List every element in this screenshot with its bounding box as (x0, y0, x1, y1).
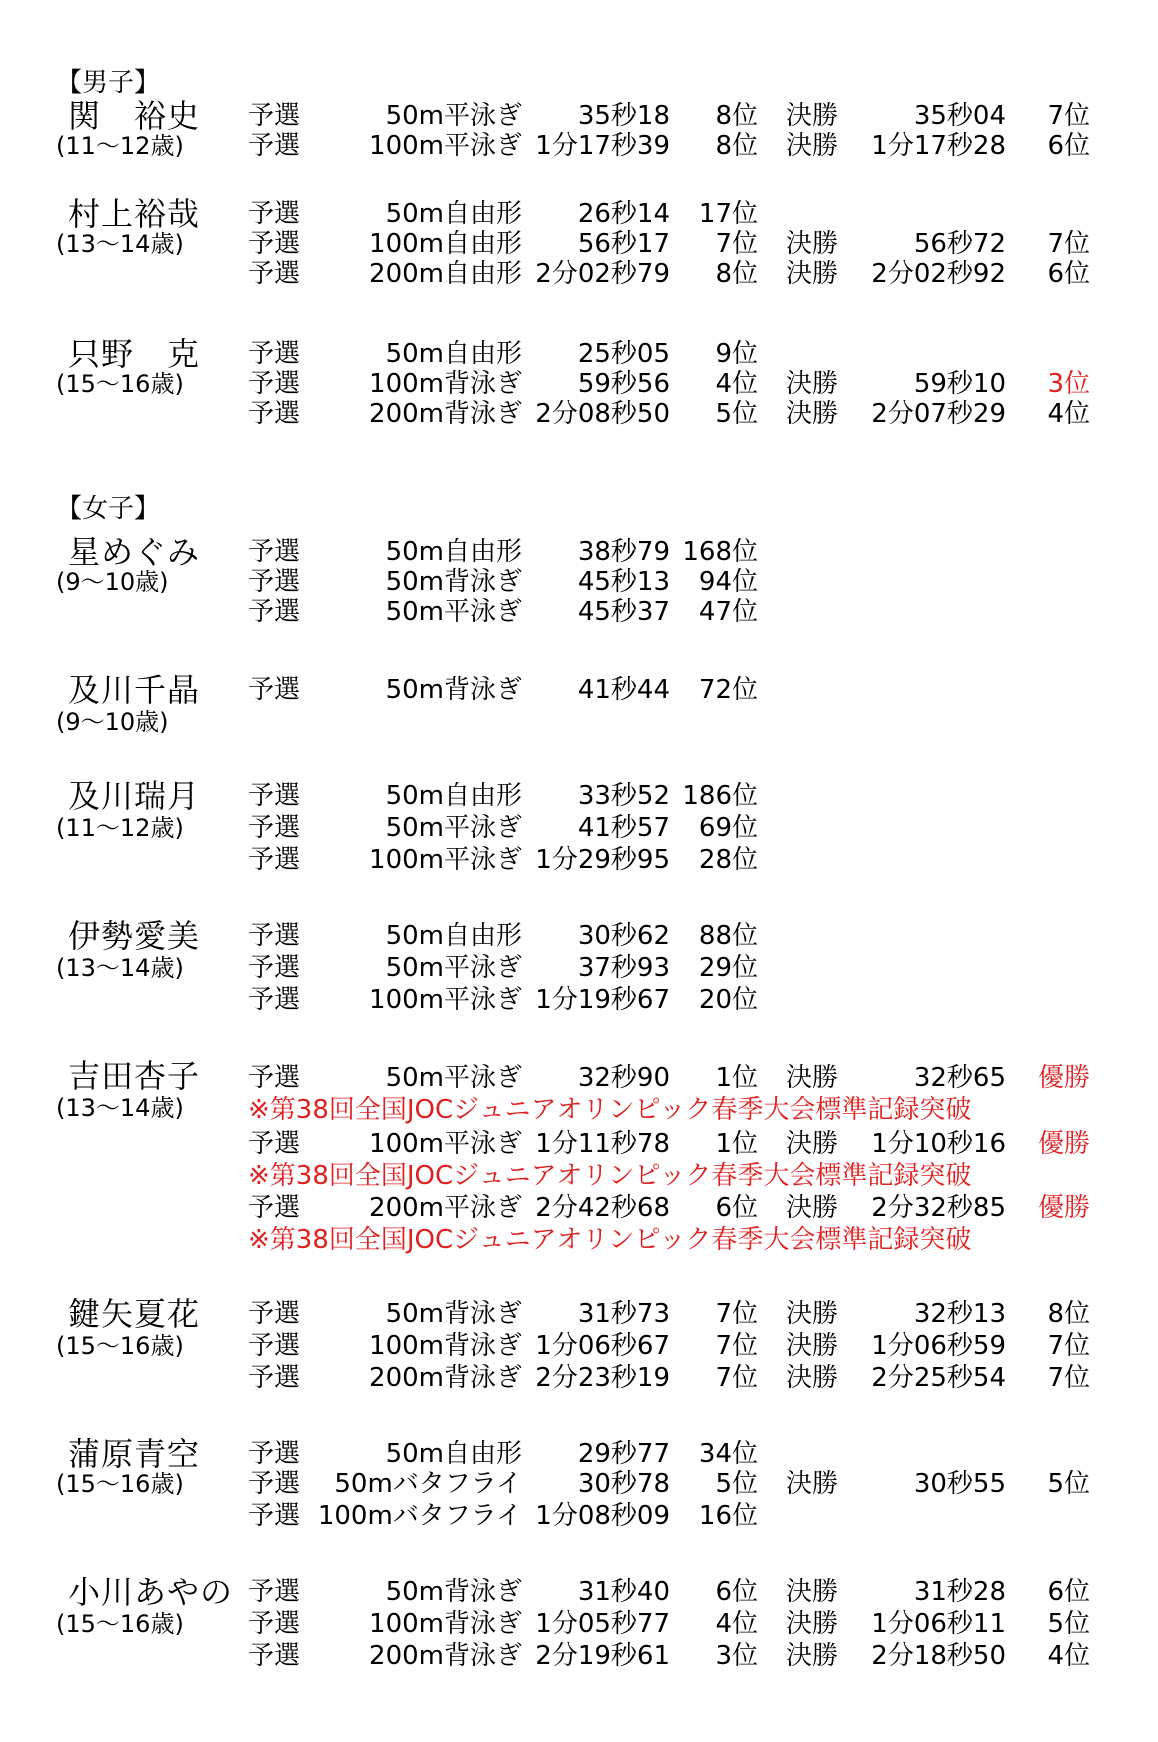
swimmer-name: 蒲原青空 (68, 1435, 201, 1473)
heat-rank: 7位 (715, 229, 758, 259)
event-label: 50m自由形 (385, 781, 522, 811)
heat-time: 56秒17 (577, 229, 670, 259)
swimmer-age: (9～10歳) (56, 568, 169, 596)
swimmer-age: (15～16歳) (56, 1610, 184, 1638)
record-note: ※第38回全国JOCジュニアオリンピック春季大会標準記録突破 (248, 1095, 972, 1125)
stage-label: 予選 (248, 339, 301, 369)
heat-time: 31秒40 (577, 1577, 670, 1607)
event-label: 100m背泳ぎ (369, 1331, 522, 1361)
final-time: 32秒13 (913, 1299, 1006, 1329)
heat-rank: 17位 (698, 199, 758, 229)
event-label: 50m平泳ぎ (385, 101, 522, 131)
event-label: 50m自由形 (385, 537, 522, 567)
heat-rank: 7位 (715, 1299, 758, 1329)
final-time: 2分07秒29 (871, 399, 1006, 429)
event-label: 50mバタフライ (334, 1469, 522, 1499)
heat-rank: 186位 (682, 781, 758, 811)
final-rank: 3位 (1047, 369, 1090, 399)
stage-label: 予選 (248, 131, 301, 161)
event-label: 100m平泳ぎ (369, 845, 522, 875)
final-rank: 4位 (1047, 1641, 1090, 1671)
heat-time: 38秒79 (577, 537, 670, 567)
final-stage-label: 決勝 (786, 229, 839, 259)
heat-time: 2分23秒19 (535, 1363, 670, 1393)
heat-time: 41秒44 (577, 675, 670, 705)
final-rank: 7位 (1047, 101, 1090, 131)
final-time: 1分17秒28 (871, 131, 1006, 161)
swimmer-name: 鍵矢夏花 (68, 1295, 201, 1333)
result-row (0, 952, 1158, 984)
final-time: 35秒04 (913, 101, 1006, 131)
event-label: 50m自由形 (385, 199, 522, 229)
swimmer-name: 小川あやの (68, 1573, 234, 1611)
result-row (0, 258, 1158, 290)
event-label: 200m背泳ぎ (369, 1641, 522, 1671)
final-time: 2分32秒85 (871, 1193, 1006, 1223)
stage-label: 予選 (248, 101, 301, 131)
result-row (0, 1468, 1158, 1500)
final-rank: 優勝 (1037, 1063, 1090, 1093)
event-label: 100m背泳ぎ (369, 369, 522, 399)
event-label: 100mバタフライ (317, 1501, 522, 1531)
result-row (0, 195, 1158, 233)
event-label: 50m自由形 (385, 921, 522, 951)
swimmer-age: (15～16歳) (56, 1470, 184, 1498)
event-label: 50m平泳ぎ (385, 953, 522, 983)
heat-rank: 8位 (715, 131, 758, 161)
heat-rank: 29位 (698, 953, 758, 983)
stage-label: 予選 (248, 1193, 301, 1223)
swimmer-name: 伊勢愛美 (68, 917, 201, 955)
result-row (0, 228, 1158, 260)
final-rank: 5位 (1047, 1469, 1090, 1499)
event-label: 100m平泳ぎ (369, 985, 522, 1015)
event-label: 200m背泳ぎ (369, 399, 522, 429)
final-stage-label: 決勝 (786, 1609, 839, 1639)
heat-time: 2分08秒50 (535, 399, 670, 429)
result-row (0, 812, 1158, 844)
stage-label: 予選 (248, 953, 301, 983)
final-stage-label: 決勝 (786, 131, 839, 161)
swimmer-age: (9～10歳) (56, 708, 169, 736)
final-time: 32秒65 (913, 1063, 1006, 1093)
heat-time: 1分06秒67 (535, 1331, 670, 1361)
heat-rank: 7位 (715, 1363, 758, 1393)
result-row (0, 368, 1158, 400)
heat-time: 31秒73 (577, 1299, 670, 1329)
final-stage-label: 決勝 (786, 101, 839, 131)
heat-rank: 8位 (715, 259, 758, 289)
swimmer-name: 只野 克 (68, 335, 201, 373)
stage-label: 予選 (248, 813, 301, 843)
heat-time: 26秒14 (577, 199, 670, 229)
swimmer-name: 関 裕史 (68, 97, 201, 135)
swimmer-age: (11～12歳) (56, 814, 184, 842)
swimmer-age: (13～14歳) (56, 1094, 184, 1122)
event-label: 50m背泳ぎ (385, 1299, 522, 1329)
stage-label: 予選 (248, 1299, 301, 1329)
heat-rank: 6位 (715, 1193, 758, 1223)
stage-label: 予選 (248, 369, 301, 399)
stage-label: 予選 (248, 567, 301, 597)
final-time: 1分06秒11 (871, 1609, 1006, 1639)
heat-rank: 4位 (715, 369, 758, 399)
result-row (0, 1362, 1158, 1394)
event-label: 100m背泳ぎ (369, 1609, 522, 1639)
heat-rank: 6位 (715, 1577, 758, 1607)
final-rank: 7位 (1047, 229, 1090, 259)
final-time: 30秒55 (913, 1469, 1006, 1499)
stage-label: 予選 (248, 921, 301, 951)
final-stage-label: 決勝 (786, 1331, 839, 1361)
stage-label: 予選 (248, 675, 301, 705)
final-rank: 7位 (1047, 1363, 1090, 1393)
heat-rank: 5位 (715, 1469, 758, 1499)
heat-time: 1分08秒09 (535, 1501, 670, 1531)
heat-rank: 16位 (698, 1501, 758, 1531)
result-row (0, 1295, 1158, 1333)
stage-label: 予選 (248, 199, 301, 229)
result-row (0, 566, 1158, 598)
result-row (0, 844, 1158, 876)
stage-label: 予選 (248, 597, 301, 627)
final-stage-label: 決勝 (786, 1577, 839, 1607)
heat-time: 25秒05 (577, 339, 670, 369)
stage-label: 予選 (248, 1577, 301, 1607)
final-time: 2分02秒92 (871, 259, 1006, 289)
event-label: 100m自由形 (369, 229, 522, 259)
swimmer-age: (13～14歳) (56, 230, 184, 258)
event-label: 100m平泳ぎ (369, 1129, 522, 1159)
final-rank: 6位 (1047, 1577, 1090, 1607)
stage-label: 予選 (248, 1129, 301, 1159)
final-time: 59秒10 (913, 369, 1006, 399)
heat-rank: 20位 (698, 985, 758, 1015)
section-header-girls: 【女子】 (56, 494, 161, 524)
heat-rank: 5位 (715, 399, 758, 429)
heat-time: 1分19秒67 (535, 985, 670, 1015)
heat-rank: 8位 (715, 101, 758, 131)
final-rank: 6位 (1047, 259, 1090, 289)
heat-time: 33秒52 (577, 781, 670, 811)
result-row (0, 777, 1158, 815)
stage-label: 予選 (248, 537, 301, 567)
heat-time: 1分17秒39 (535, 131, 670, 161)
result-row (0, 1192, 1158, 1224)
heat-time: 1分29秒95 (535, 845, 670, 875)
heat-time: 2分19秒61 (535, 1641, 670, 1671)
final-time: 2分18秒50 (871, 1641, 1006, 1671)
heat-time: 29秒77 (577, 1439, 670, 1469)
heat-time: 41秒57 (577, 813, 670, 843)
event-label: 50m自由形 (385, 339, 522, 369)
swimmer-name: 吉田杏子 (68, 1057, 201, 1095)
result-row (0, 917, 1158, 955)
result-row (0, 533, 1158, 571)
heat-rank: 9位 (715, 339, 758, 369)
heat-time: 1分11秒78 (535, 1129, 670, 1159)
final-stage-label: 決勝 (786, 1299, 839, 1329)
heat-rank: 1位 (715, 1063, 758, 1093)
heat-time: 45秒37 (577, 597, 670, 627)
event-label: 50m背泳ぎ (385, 1577, 522, 1607)
stage-label: 予選 (248, 985, 301, 1015)
result-row (0, 1330, 1158, 1362)
heat-time: 2分02秒79 (535, 259, 670, 289)
result-row (0, 1435, 1158, 1473)
result-row (0, 398, 1158, 430)
swimmer-age: (15～16歳) (56, 1332, 184, 1360)
final-rank: 4位 (1047, 399, 1090, 429)
event-label: 50m背泳ぎ (385, 567, 522, 597)
heat-time: 35秒18 (577, 101, 670, 131)
heat-rank: 47位 (698, 597, 758, 627)
final-stage-label: 決勝 (786, 1469, 839, 1499)
event-label: 50m平泳ぎ (385, 1063, 522, 1093)
result-row (0, 596, 1158, 628)
heat-rank: 28位 (698, 845, 758, 875)
event-label: 50m背泳ぎ (385, 675, 522, 705)
stage-label: 予選 (248, 399, 301, 429)
final-rank: 5位 (1047, 1609, 1090, 1639)
stage-label: 予選 (248, 1363, 301, 1393)
heat-rank: 72位 (698, 675, 758, 705)
final-stage-label: 決勝 (786, 369, 839, 399)
stage-label: 予選 (248, 845, 301, 875)
heat-time: 2分42秒68 (535, 1193, 670, 1223)
stage-label: 予選 (248, 259, 301, 289)
event-label: 200m平泳ぎ (369, 1193, 522, 1223)
swimmer-name: 村上裕哉 (68, 195, 201, 233)
final-time: 56秒72 (913, 229, 1006, 259)
heat-rank: 1位 (715, 1129, 758, 1159)
event-label: 50m自由形 (385, 1439, 522, 1469)
event-label: 100m平泳ぎ (369, 131, 522, 161)
stage-label: 予選 (248, 1331, 301, 1361)
final-stage-label: 決勝 (786, 1063, 839, 1093)
result-row (0, 1128, 1158, 1160)
result-row (0, 984, 1158, 1016)
stage-label: 予選 (248, 1469, 301, 1499)
heat-time: 30秒62 (577, 921, 670, 951)
final-stage-label: 決勝 (786, 1193, 839, 1223)
stage-label: 予選 (248, 1641, 301, 1671)
heat-rank: 69位 (698, 813, 758, 843)
heat-rank: 7位 (715, 1331, 758, 1361)
stage-label: 予選 (248, 1439, 301, 1469)
swimmer-age: (15～16歳) (56, 370, 184, 398)
final-stage-label: 決勝 (786, 399, 839, 429)
result-row (0, 1608, 1158, 1640)
result-row (0, 671, 1158, 709)
final-rank: 6位 (1047, 131, 1090, 161)
final-time: 31秒28 (913, 1577, 1006, 1607)
final-stage-label: 決勝 (786, 259, 839, 289)
result-row (0, 1062, 1158, 1094)
swimmer-age: (13～14歳) (56, 954, 184, 982)
final-stage-label: 決勝 (786, 1129, 839, 1159)
swimmer-name: 及川千晶 (68, 671, 201, 709)
record-note: ※第38回全国JOCジュニアオリンピック春季大会標準記録突破 (248, 1225, 972, 1255)
heat-rank: 3位 (715, 1641, 758, 1671)
heat-rank: 168位 (682, 537, 758, 567)
final-rank: 優勝 (1037, 1193, 1090, 1223)
heat-rank: 88位 (698, 921, 758, 951)
result-row (0, 1500, 1158, 1532)
event-label: 200m背泳ぎ (369, 1363, 522, 1393)
swimmer-name: 星めぐみ (68, 533, 201, 571)
stage-label: 予選 (248, 1609, 301, 1639)
stage-label: 予選 (248, 781, 301, 811)
event-label: 200m自由形 (369, 259, 522, 289)
heat-time: 1分05秒77 (535, 1609, 670, 1639)
final-stage-label: 決勝 (786, 1641, 839, 1671)
stage-label: 予選 (248, 229, 301, 259)
final-rank: 7位 (1047, 1331, 1090, 1361)
swimmer-age: (11～12歳) (56, 132, 184, 160)
heat-rank: 4位 (715, 1609, 758, 1639)
event-label: 50m平泳ぎ (385, 813, 522, 843)
stage-label: 予選 (248, 1501, 301, 1531)
heat-rank: 94位 (698, 567, 758, 597)
heat-time: 45秒13 (577, 567, 670, 597)
record-note: ※第38回全国JOCジュニアオリンピック春季大会標準記録突破 (248, 1161, 972, 1191)
final-rank: 8位 (1047, 1299, 1090, 1329)
heat-rank: 34位 (698, 1439, 758, 1469)
final-time: 2分25秒54 (871, 1363, 1006, 1393)
final-time: 1分10秒16 (871, 1129, 1006, 1159)
result-row (0, 1640, 1158, 1672)
heat-time: 59秒56 (577, 369, 670, 399)
heat-time: 30秒78 (577, 1469, 670, 1499)
result-row (0, 1573, 1158, 1611)
result-row (0, 130, 1158, 162)
heat-time: 32秒90 (577, 1063, 670, 1093)
final-stage-label: 決勝 (786, 1363, 839, 1393)
stage-label: 予選 (248, 1063, 301, 1093)
swimmer-name: 及川瑞月 (68, 777, 201, 815)
result-row (0, 335, 1158, 373)
section-header-boys: 【男子】 (56, 68, 161, 98)
result-row (0, 97, 1158, 135)
heat-time: 37秒93 (577, 953, 670, 983)
event-label: 50m平泳ぎ (385, 597, 522, 627)
final-rank: 優勝 (1037, 1129, 1090, 1159)
final-time: 1分06秒59 (871, 1331, 1006, 1361)
